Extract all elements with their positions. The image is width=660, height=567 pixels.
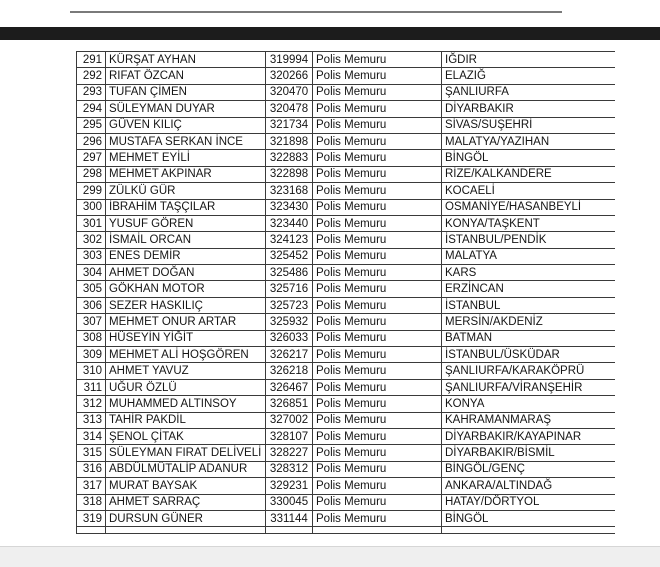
row-number-cell: 310 bbox=[77, 363, 106, 379]
rank-cell: Polis Memuru bbox=[313, 183, 442, 199]
rank-cell: Polis Memuru bbox=[313, 445, 442, 461]
rank-cell: Polis Memuru bbox=[313, 461, 442, 477]
table-row bbox=[77, 314, 616, 330]
registry-number-cell: 321734 bbox=[266, 117, 313, 133]
location-cell: BATMAN bbox=[442, 330, 616, 346]
row-number-cell: 305 bbox=[77, 281, 106, 297]
registry-number-cell: 322898 bbox=[266, 166, 313, 182]
table-row bbox=[77, 133, 616, 149]
person-name-cell: MEHMET ONUR ARTAR bbox=[106, 314, 266, 330]
table-row bbox=[77, 183, 616, 199]
registry-number-cell: 322883 bbox=[266, 150, 313, 166]
registry-number-cell: 325723 bbox=[266, 297, 313, 313]
table-row bbox=[77, 363, 616, 379]
table-row bbox=[77, 84, 616, 100]
rank-cell: Polis Memuru bbox=[313, 133, 442, 149]
person-name-cell: AHMET SARRAÇ bbox=[106, 494, 266, 510]
row-number-cell: 302 bbox=[77, 232, 106, 248]
rank-cell: Polis Memuru bbox=[313, 281, 442, 297]
row-number-cell: 309 bbox=[77, 347, 106, 363]
registry-number-cell: 319994 bbox=[266, 52, 313, 68]
rank-cell: Polis Memuru bbox=[313, 248, 442, 264]
person-name-cell: SEZER HASKILIÇ bbox=[106, 297, 266, 313]
personnel-table-body bbox=[77, 52, 616, 534]
registry-number-cell: 328312 bbox=[266, 461, 313, 477]
registry-number-cell: 328107 bbox=[266, 428, 313, 444]
location-cell: MALATYA/YAZIHAN bbox=[442, 133, 616, 149]
row-number-cell: 291 bbox=[77, 52, 106, 68]
rank-cell: Polis Memuru bbox=[313, 379, 442, 395]
rank-cell: Polis Memuru bbox=[313, 330, 442, 346]
registry-number-cell: 323440 bbox=[266, 215, 313, 231]
table-row bbox=[77, 297, 616, 313]
person-name-cell: ENES DEMİR bbox=[106, 248, 266, 264]
row-number-cell: 318 bbox=[77, 494, 106, 510]
registry-number-cell: 325932 bbox=[266, 314, 313, 330]
person-name-cell: AHMET YAVUZ bbox=[106, 363, 266, 379]
registry-number-cell: 320266 bbox=[266, 68, 313, 84]
location-cell: ŞANLIURFA bbox=[442, 84, 616, 100]
person-name-cell: AHMET DOĞAN bbox=[106, 265, 266, 281]
table-row bbox=[77, 379, 616, 395]
row-number-cell: 296 bbox=[77, 133, 106, 149]
rank-cell: Polis Memuru bbox=[313, 412, 442, 428]
registry-number-cell: 326218 bbox=[266, 363, 313, 379]
rank-cell: Polis Memuru bbox=[313, 396, 442, 412]
person-name-cell: TAHİR PAKDİL bbox=[106, 412, 266, 428]
location-cell: KAHRAMANMARAŞ bbox=[442, 412, 616, 428]
table-row bbox=[77, 478, 616, 494]
rank-cell: Polis Memuru bbox=[313, 84, 442, 100]
row-number-cell: 298 bbox=[77, 166, 106, 182]
registry-number-cell: 326033 bbox=[266, 330, 313, 346]
previous-page-rule bbox=[70, 11, 562, 13]
table-row bbox=[77, 199, 616, 215]
table-row bbox=[77, 396, 616, 412]
cut-off-cell bbox=[313, 527, 442, 534]
rank-cell: Polis Memuru bbox=[313, 297, 442, 313]
location-cell: SİVAS/SUŞEHRİ bbox=[442, 117, 616, 133]
row-number-cell: 316 bbox=[77, 461, 106, 477]
rank-cell: Polis Memuru bbox=[313, 101, 442, 117]
rank-cell: Polis Memuru bbox=[313, 478, 442, 494]
table-row bbox=[77, 232, 616, 248]
location-cell: IĞDIR bbox=[442, 52, 616, 68]
registry-number-cell: 325452 bbox=[266, 248, 313, 264]
person-name-cell: MEHMET ALİ HOŞGÖREN bbox=[106, 347, 266, 363]
table-row bbox=[77, 215, 616, 231]
previous-page-edge bbox=[0, 0, 660, 27]
person-name-cell: MURAT BAYSAK bbox=[106, 478, 266, 494]
table-row bbox=[77, 428, 616, 444]
row-number-cell: 304 bbox=[77, 265, 106, 281]
table-row bbox=[77, 510, 616, 526]
registry-number-cell: 325716 bbox=[266, 281, 313, 297]
row-number-cell: 311 bbox=[77, 379, 106, 395]
person-name-cell: ABDÜLMÜTALİP ADANUR bbox=[106, 461, 266, 477]
rank-cell: Polis Memuru bbox=[313, 265, 442, 281]
table-row bbox=[77, 68, 616, 84]
registry-number-cell: 320478 bbox=[266, 101, 313, 117]
location-cell: BİNGÖL/GENÇ bbox=[442, 461, 616, 477]
person-name-cell: SÜLEYMAN DUYAR bbox=[106, 101, 266, 117]
table-row bbox=[77, 52, 616, 68]
row-number-cell: 307 bbox=[77, 314, 106, 330]
location-cell: DİYARBAKIR/BİSMİL bbox=[442, 445, 616, 461]
registry-number-cell: 325486 bbox=[266, 265, 313, 281]
rank-cell: Polis Memuru bbox=[313, 347, 442, 363]
table-row bbox=[77, 101, 616, 117]
rank-cell: Polis Memuru bbox=[313, 199, 442, 215]
location-cell: BİNGÖL bbox=[442, 510, 616, 526]
row-number-cell: 293 bbox=[77, 84, 106, 100]
table-row bbox=[77, 494, 616, 510]
person-name-cell: İSMAİL ORCAN bbox=[106, 232, 266, 248]
row-number-cell: 299 bbox=[77, 183, 106, 199]
row-number-cell: 313 bbox=[77, 412, 106, 428]
location-cell: BİNGÖL bbox=[442, 150, 616, 166]
cut-off-cell bbox=[442, 527, 616, 534]
location-cell: KONYA bbox=[442, 396, 616, 412]
location-cell: KARS bbox=[442, 265, 616, 281]
table-row bbox=[77, 445, 616, 461]
rank-cell: Polis Memuru bbox=[313, 363, 442, 379]
rank-cell: Polis Memuru bbox=[313, 232, 442, 248]
location-cell: RİZE/KALKANDERE bbox=[442, 166, 616, 182]
registry-number-cell: 327002 bbox=[266, 412, 313, 428]
person-name-cell: MUHAMMED ALTINSOY bbox=[106, 396, 266, 412]
table-row bbox=[77, 461, 616, 477]
row-number-cell: 317 bbox=[77, 478, 106, 494]
location-cell: DİYARBAKIR/KAYAPINAR bbox=[442, 428, 616, 444]
location-cell: KOCAELİ bbox=[442, 183, 616, 199]
person-name-cell: SÜLEYMAN FIRAT DELİVELİ bbox=[106, 445, 266, 461]
cut-off-cell bbox=[266, 527, 313, 534]
person-name-cell: YUSUF GÖREN bbox=[106, 215, 266, 231]
row-number-cell: 312 bbox=[77, 396, 106, 412]
location-cell: OSMANİYE/HASANBEYLİ bbox=[442, 199, 616, 215]
page-separator bbox=[0, 27, 660, 40]
rank-cell: Polis Memuru bbox=[313, 215, 442, 231]
table-row bbox=[77, 166, 616, 182]
cut-off-cell bbox=[106, 527, 266, 534]
row-number-cell: 294 bbox=[77, 101, 106, 117]
registry-number-cell: 326851 bbox=[266, 396, 313, 412]
registry-number-cell: 326217 bbox=[266, 347, 313, 363]
row-number-cell: 300 bbox=[77, 199, 106, 215]
table-row bbox=[77, 265, 616, 281]
row-number-cell: 315 bbox=[77, 445, 106, 461]
person-name-cell: TUFAN ÇİMEN bbox=[106, 84, 266, 100]
rank-cell: Polis Memuru bbox=[313, 510, 442, 526]
table-row-cut-off bbox=[77, 527, 616, 534]
row-number-cell: 292 bbox=[77, 68, 106, 84]
rank-cell: Polis Memuru bbox=[313, 314, 442, 330]
location-cell: İSTANBUL/ÜSKÜDAR bbox=[442, 347, 616, 363]
registry-number-cell: 331144 bbox=[266, 510, 313, 526]
table-row bbox=[77, 281, 616, 297]
person-name-cell: MUSTAFA SERKAN İNCE bbox=[106, 133, 266, 149]
rank-cell: Polis Memuru bbox=[313, 494, 442, 510]
location-cell: İSTANBUL/PENDİK bbox=[442, 232, 616, 248]
rank-cell: Polis Memuru bbox=[313, 428, 442, 444]
registry-number-cell: 326467 bbox=[266, 379, 313, 395]
location-cell: KONYA/TAŞKENT bbox=[442, 215, 616, 231]
person-name-cell: GÖKHAN MOTOR bbox=[106, 281, 266, 297]
person-name-cell: RIFAT ÖZCAN bbox=[106, 68, 266, 84]
location-cell: ŞANLIURFA/KARAKÖPRÜ bbox=[442, 363, 616, 379]
registry-number-cell: 329231 bbox=[266, 478, 313, 494]
registry-number-cell: 324123 bbox=[266, 232, 313, 248]
table-row bbox=[77, 330, 616, 346]
person-name-cell: İBRAHİM TAŞÇILAR bbox=[106, 199, 266, 215]
registry-number-cell: 321898 bbox=[266, 133, 313, 149]
table-row bbox=[77, 248, 616, 264]
location-cell: DİYARBAKIR bbox=[442, 101, 616, 117]
row-number-cell: 306 bbox=[77, 297, 106, 313]
location-cell: ŞANLIURFA/VİRANŞEHİR bbox=[442, 379, 616, 395]
location-cell: MERSİN/AKDENİZ bbox=[442, 314, 616, 330]
location-cell: MALATYA bbox=[442, 248, 616, 264]
person-name-cell: ZÜLKÜ GÜR bbox=[106, 183, 266, 199]
table-row bbox=[77, 412, 616, 428]
rank-cell: Polis Memuru bbox=[313, 166, 442, 182]
location-cell: ERZİNCAN bbox=[442, 281, 616, 297]
row-number-cell: 295 bbox=[77, 117, 106, 133]
registry-number-cell: 320470 bbox=[266, 84, 313, 100]
location-cell: ANKARA/ALTINDAĞ bbox=[442, 478, 616, 494]
person-name-cell: MEHMET AKPINAR bbox=[106, 166, 266, 182]
location-cell: İSTANBUL bbox=[442, 297, 616, 313]
row-number-cell: 303 bbox=[77, 248, 106, 264]
registry-number-cell: 330045 bbox=[266, 494, 313, 510]
rank-cell: Polis Memuru bbox=[313, 52, 442, 68]
registry-number-cell: 323168 bbox=[266, 183, 313, 199]
row-number-cell: 308 bbox=[77, 330, 106, 346]
row-number-cell: 319 bbox=[77, 510, 106, 526]
location-cell: HATAY/DÖRTYOL bbox=[442, 494, 616, 510]
rank-cell: Polis Memuru bbox=[313, 117, 442, 133]
viewer-bottom-bar bbox=[0, 546, 660, 567]
location-cell: ELAZIĞ bbox=[442, 68, 616, 84]
row-number-cell: 297 bbox=[77, 150, 106, 166]
person-name-cell: DURSUN GÜNER bbox=[106, 510, 266, 526]
person-name-cell: KÜRŞAT AYHAN bbox=[106, 52, 266, 68]
table-row bbox=[77, 117, 616, 133]
rank-cell: Polis Memuru bbox=[313, 68, 442, 84]
person-name-cell: MEHMET EYİLİ bbox=[106, 150, 266, 166]
person-name-cell: GÜVEN KILIÇ bbox=[106, 117, 266, 133]
person-name-cell: HÜSEYİN YİĞİT bbox=[106, 330, 266, 346]
registry-number-cell: 328227 bbox=[266, 445, 313, 461]
row-number-cell: 314 bbox=[77, 428, 106, 444]
cut-off-cell bbox=[77, 527, 106, 534]
row-number-cell: 301 bbox=[77, 215, 106, 231]
person-name-cell: ŞENOL ÇİTAK bbox=[106, 428, 266, 444]
table-row bbox=[77, 150, 616, 166]
registry-number-cell: 323430 bbox=[266, 199, 313, 215]
personnel-table bbox=[76, 51, 615, 546]
person-name-cell: UĞUR ÖZLÜ bbox=[106, 379, 266, 395]
rank-cell: Polis Memuru bbox=[313, 150, 442, 166]
table-row bbox=[77, 347, 616, 363]
